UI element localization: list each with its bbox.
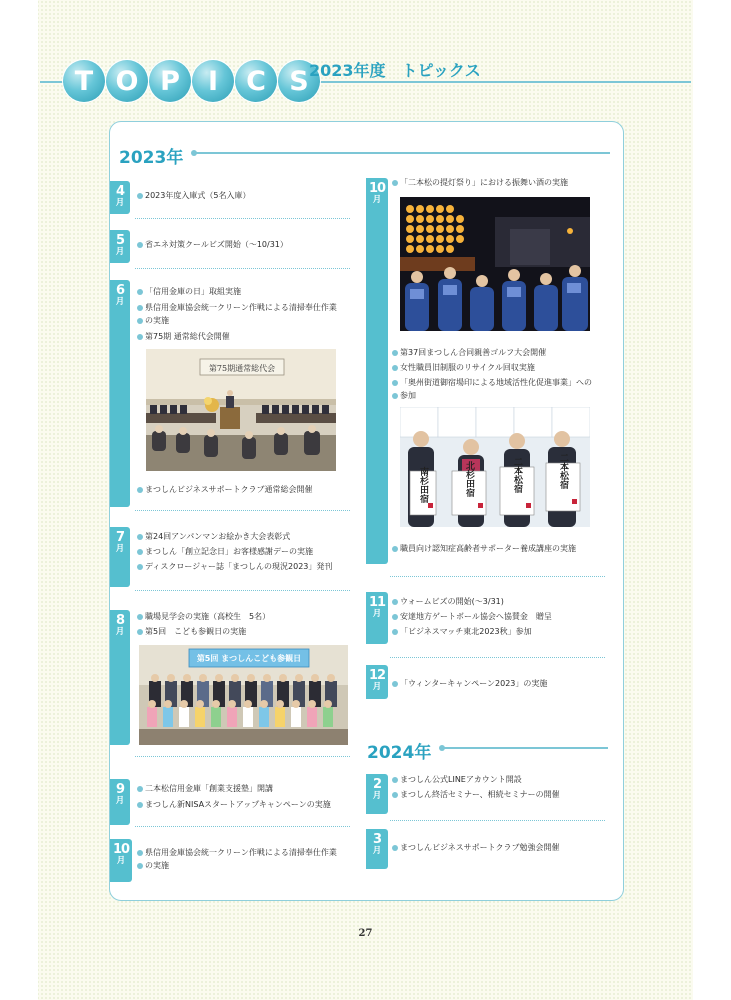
month-tab-sep: 9 月: [110, 779, 130, 825]
entry-oct-r5: 職員向け認知症高齢者サポーター養成講座の実施: [400, 543, 576, 556]
divider: [390, 657, 605, 658]
divider: [135, 590, 350, 591]
entry-oct-r3: 女性職員旧制服のリサイクル回収実施: [400, 362, 535, 375]
entry-oct-r4: 「奥州街道御宿場印による地域活性化促進事業」への: [400, 377, 592, 390]
photo-kids-day: [139, 645, 348, 745]
entry-jun-3: 第75期 通常総代会開催: [145, 331, 230, 344]
page-margin-right: [693, 0, 731, 1000]
entry-jun-4: まつしんビジネスサポートクラブ通常総会開催: [145, 484, 312, 497]
year-heading-2024: 2024年: [367, 743, 432, 763]
meeting-banner-text: 第75期通常総代会: [208, 364, 276, 373]
entry-feb-1: まつしん公式LINEアカウント開設: [400, 774, 522, 787]
shukuba-stamp-image: [400, 407, 590, 527]
entry-mar-1: まつしんビジネスサポートクラブ勉強会開催: [400, 842, 559, 855]
topics-letter: C: [235, 60, 277, 102]
divider: [135, 826, 350, 827]
topics-letter: I: [192, 60, 234, 102]
topics-letter: P: [149, 60, 191, 102]
month-tab-feb: 2 月: [366, 774, 388, 814]
entry-oct-r4-cont: [400, 390, 416, 403]
month-tab-dec: 12 月: [366, 665, 388, 699]
entry-jun-2-cont: [145, 315, 169, 328]
entry-aug-2: 第5回 こども参観日の実施: [145, 626, 246, 639]
photo-lantern-festival: [400, 197, 590, 331]
month-tab-nov: 11 月: [366, 592, 388, 644]
month-tab-jul: 7 月: [110, 527, 130, 587]
month-tab-apr: 4 月: [110, 181, 130, 214]
entry-apr-1: 2023年度入庫式（5名入庫）: [145, 190, 250, 203]
month-tab-aug: 8 月: [110, 610, 130, 745]
year-rule-2024: [444, 747, 608, 749]
kids-day-image: [139, 645, 348, 745]
kids-banner-text: 第5回 まつしんこども参観日: [196, 654, 302, 663]
entry-sep-1: 二本松信用金庫「創業支援塾」開講: [145, 783, 273, 796]
entry-dec-1: 「ウィンターキャンペーン2023」の実施: [400, 678, 547, 691]
entry-oct-r2: 第37回まつしん合同親善ゴルフ大会開催: [400, 347, 546, 360]
topics-letter: S: [278, 60, 320, 102]
entry-oct-l1-cont-text: の実施: [145, 861, 169, 870]
topics-letter: O: [106, 60, 148, 102]
divider: [135, 268, 350, 269]
entry-jul-1: 第24回アンパンマンお絵かき大会表彰式: [145, 531, 290, 544]
page-number: 27: [358, 928, 373, 939]
entry-nov-2: 安達地方ゲートボール協会へ協賛金 贈呈: [400, 611, 552, 624]
lantern-festival-image: [400, 197, 590, 331]
divider: [390, 576, 605, 577]
entry-jun-2: 県信用金庫協会統一クリーン作戦による清掃奉仕作業: [145, 302, 337, 315]
entry-oct-r1: 「二本松の提灯祭り」における振舞い酒の実施: [400, 177, 568, 190]
month-tab-may: 5 月: [110, 230, 130, 263]
divider: [135, 756, 350, 757]
photo-shukuba-stamp: [400, 407, 590, 527]
page-title: 2023年度 トピックス: [309, 61, 481, 80]
entry-sep-2: まつしん新NISAスタートアップキャンペーンの実施: [145, 799, 331, 812]
entry-oct-r4-cont-text: 参加: [400, 391, 416, 400]
topics-letter: T: [63, 60, 105, 102]
shuku-stamp-2: 北杉田宿: [464, 461, 474, 497]
month-tab-jun: 6 月: [110, 280, 130, 507]
entry-jul-2: まつしん「創立記念日」お客様感謝デーの実施: [145, 546, 313, 559]
page-margin-left: [0, 0, 38, 1000]
entry-oct-l1: 県信用金庫協会統一クリーン作戦による清掃奉仕作業: [145, 847, 337, 860]
shuku-stamp-3: 二本松宿: [512, 457, 522, 493]
entry-may-1: 省エネ対策クールビズ開始（〜10/31）: [145, 239, 288, 252]
divider: [135, 510, 350, 511]
entry-aug-1: 職場見学会の実施（高校生 5名）: [145, 611, 270, 624]
divider: [135, 218, 350, 219]
divider: [390, 820, 605, 821]
photo-general-meeting: [146, 349, 336, 471]
entry-jul-3: ディスクロージャー誌「まつしんの現況2023」発刊: [145, 561, 332, 574]
entry-jun-2-cont-text: の実施: [145, 316, 169, 325]
year-heading-2023: 2023年: [119, 148, 184, 168]
month-tab-oct-right: 10 月: [366, 178, 388, 564]
shuku-stamp-1: 南杉田宿: [418, 467, 428, 503]
entry-nov-3: 「ビジネスマッチ東北2023秋」参加: [400, 626, 532, 639]
month-tab-mar: 3 月: [366, 829, 388, 869]
entry-nov-1: ウォームビズの開始(〜3/31): [400, 596, 504, 609]
general-meeting-image: [146, 349, 336, 471]
topics-logo: [63, 60, 321, 106]
entry-feb-2: まつしん終活セミナー、相続セミナーの開催: [400, 789, 560, 802]
year-rule-2023: [196, 152, 610, 154]
month-tab-oct: 10 月: [110, 839, 132, 882]
entry-oct-l1-cont: [145, 860, 169, 873]
shuku-stamp-4: 二本松宿: [558, 453, 568, 489]
entry-jun-1: 「信用金庫の日」取組実施: [145, 286, 241, 299]
